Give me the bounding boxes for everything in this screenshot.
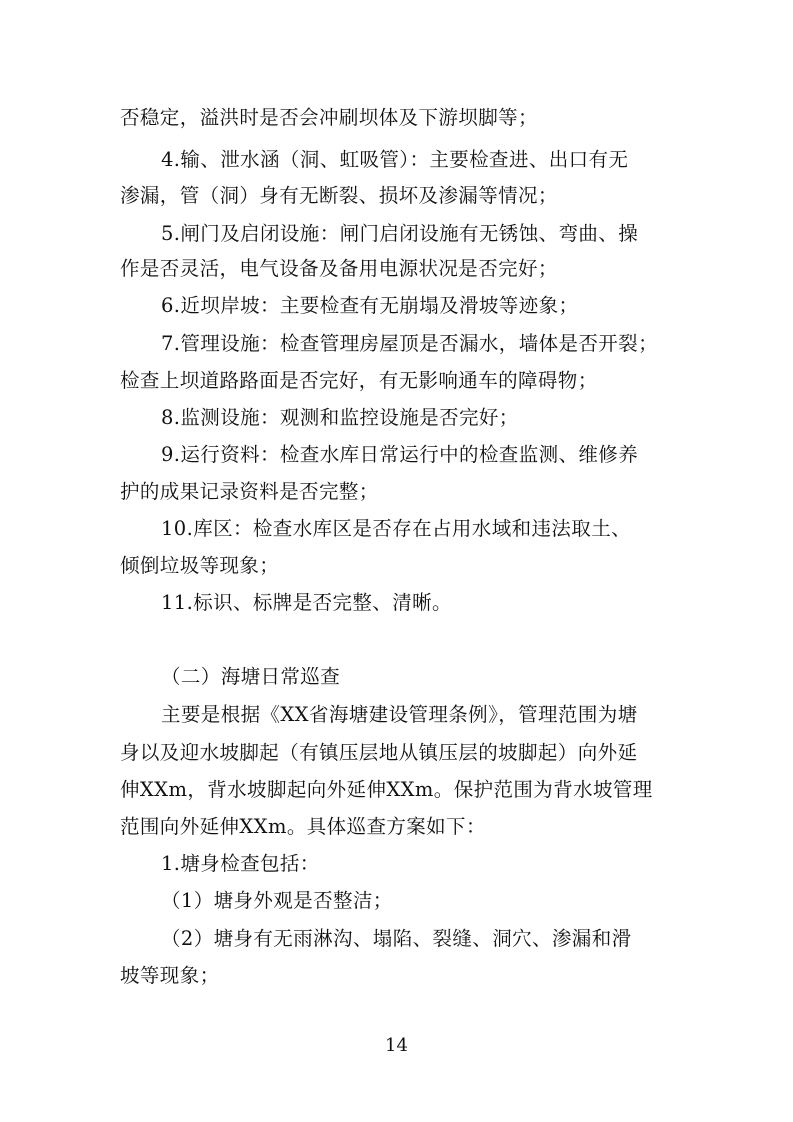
text-line: 坡等现象； (120, 964, 220, 987)
text-line: 身以及迎水坡脚起（有镇压层地从镇压层的坡脚起）向外延 (120, 741, 638, 764)
text-line: 7.管理设施：检查管理房屋顶是否漏水，墙体是否开裂； (161, 332, 659, 355)
text-line: 8.监测设施：观测和监控设施是否完好； (161, 406, 519, 429)
text-line: 6.近坝岸坡：主要检查有无崩塌及滑坡等迹象； (161, 294, 579, 317)
text-line: 5.闸门及启闭设施：闸门启闭设施有无锈蚀、弯曲、操 (161, 222, 639, 245)
text-line: 11.标识、标牌是否完整、清晰。 (161, 591, 452, 614)
text-line: 否稳定，溢洪时是否会冲刷坝体及下游坝脚等； (120, 106, 538, 129)
section-heading: （二）海塘日常巡查 (161, 665, 341, 688)
text-line: 护的成果记录资料是否完整； (120, 480, 379, 503)
text-line: 检查上坝道路路面是否完好，有无影响通车的障碍物； (120, 369, 598, 392)
page-number: 14 (385, 1035, 408, 1056)
text-line: 范围向外延伸XXm。具体巡查方案如下： (120, 815, 486, 838)
text-line: 9.运行资料：检查水库日常运行中的检查监测、维修养 (161, 443, 639, 466)
text-line: 伸XXm，背水坡脚起向外延伸XXm。保护范围为背水坡管理 (120, 778, 653, 801)
text-line: （1）塘身外观是否整洁； (161, 889, 393, 912)
text-line: 10.库区：检查水库区是否存在占用水域和违法取土、 (161, 517, 632, 540)
text-line: 作是否灵活，电气设备及备用电源状况是否完好； (120, 257, 558, 280)
text-line: 渗漏，管（洞）身有无断裂、损坏及渗漏等情况； (120, 184, 558, 207)
text-line: （2）塘身有无雨淋沟、塌陷、裂缝、洞穴、渗漏和滑 (161, 927, 632, 950)
text-line: 主要是根据《XX省海塘建设管理条例》，管理范围为塘 (161, 703, 638, 726)
text-line: 4.输、泄水涵（洞、虹吸管）：主要检查进、出口有无 (161, 148, 629, 171)
text-line: 1.塘身检查包括： (161, 852, 320, 875)
text-line: 倾倒垃圾等现象； (120, 554, 280, 577)
